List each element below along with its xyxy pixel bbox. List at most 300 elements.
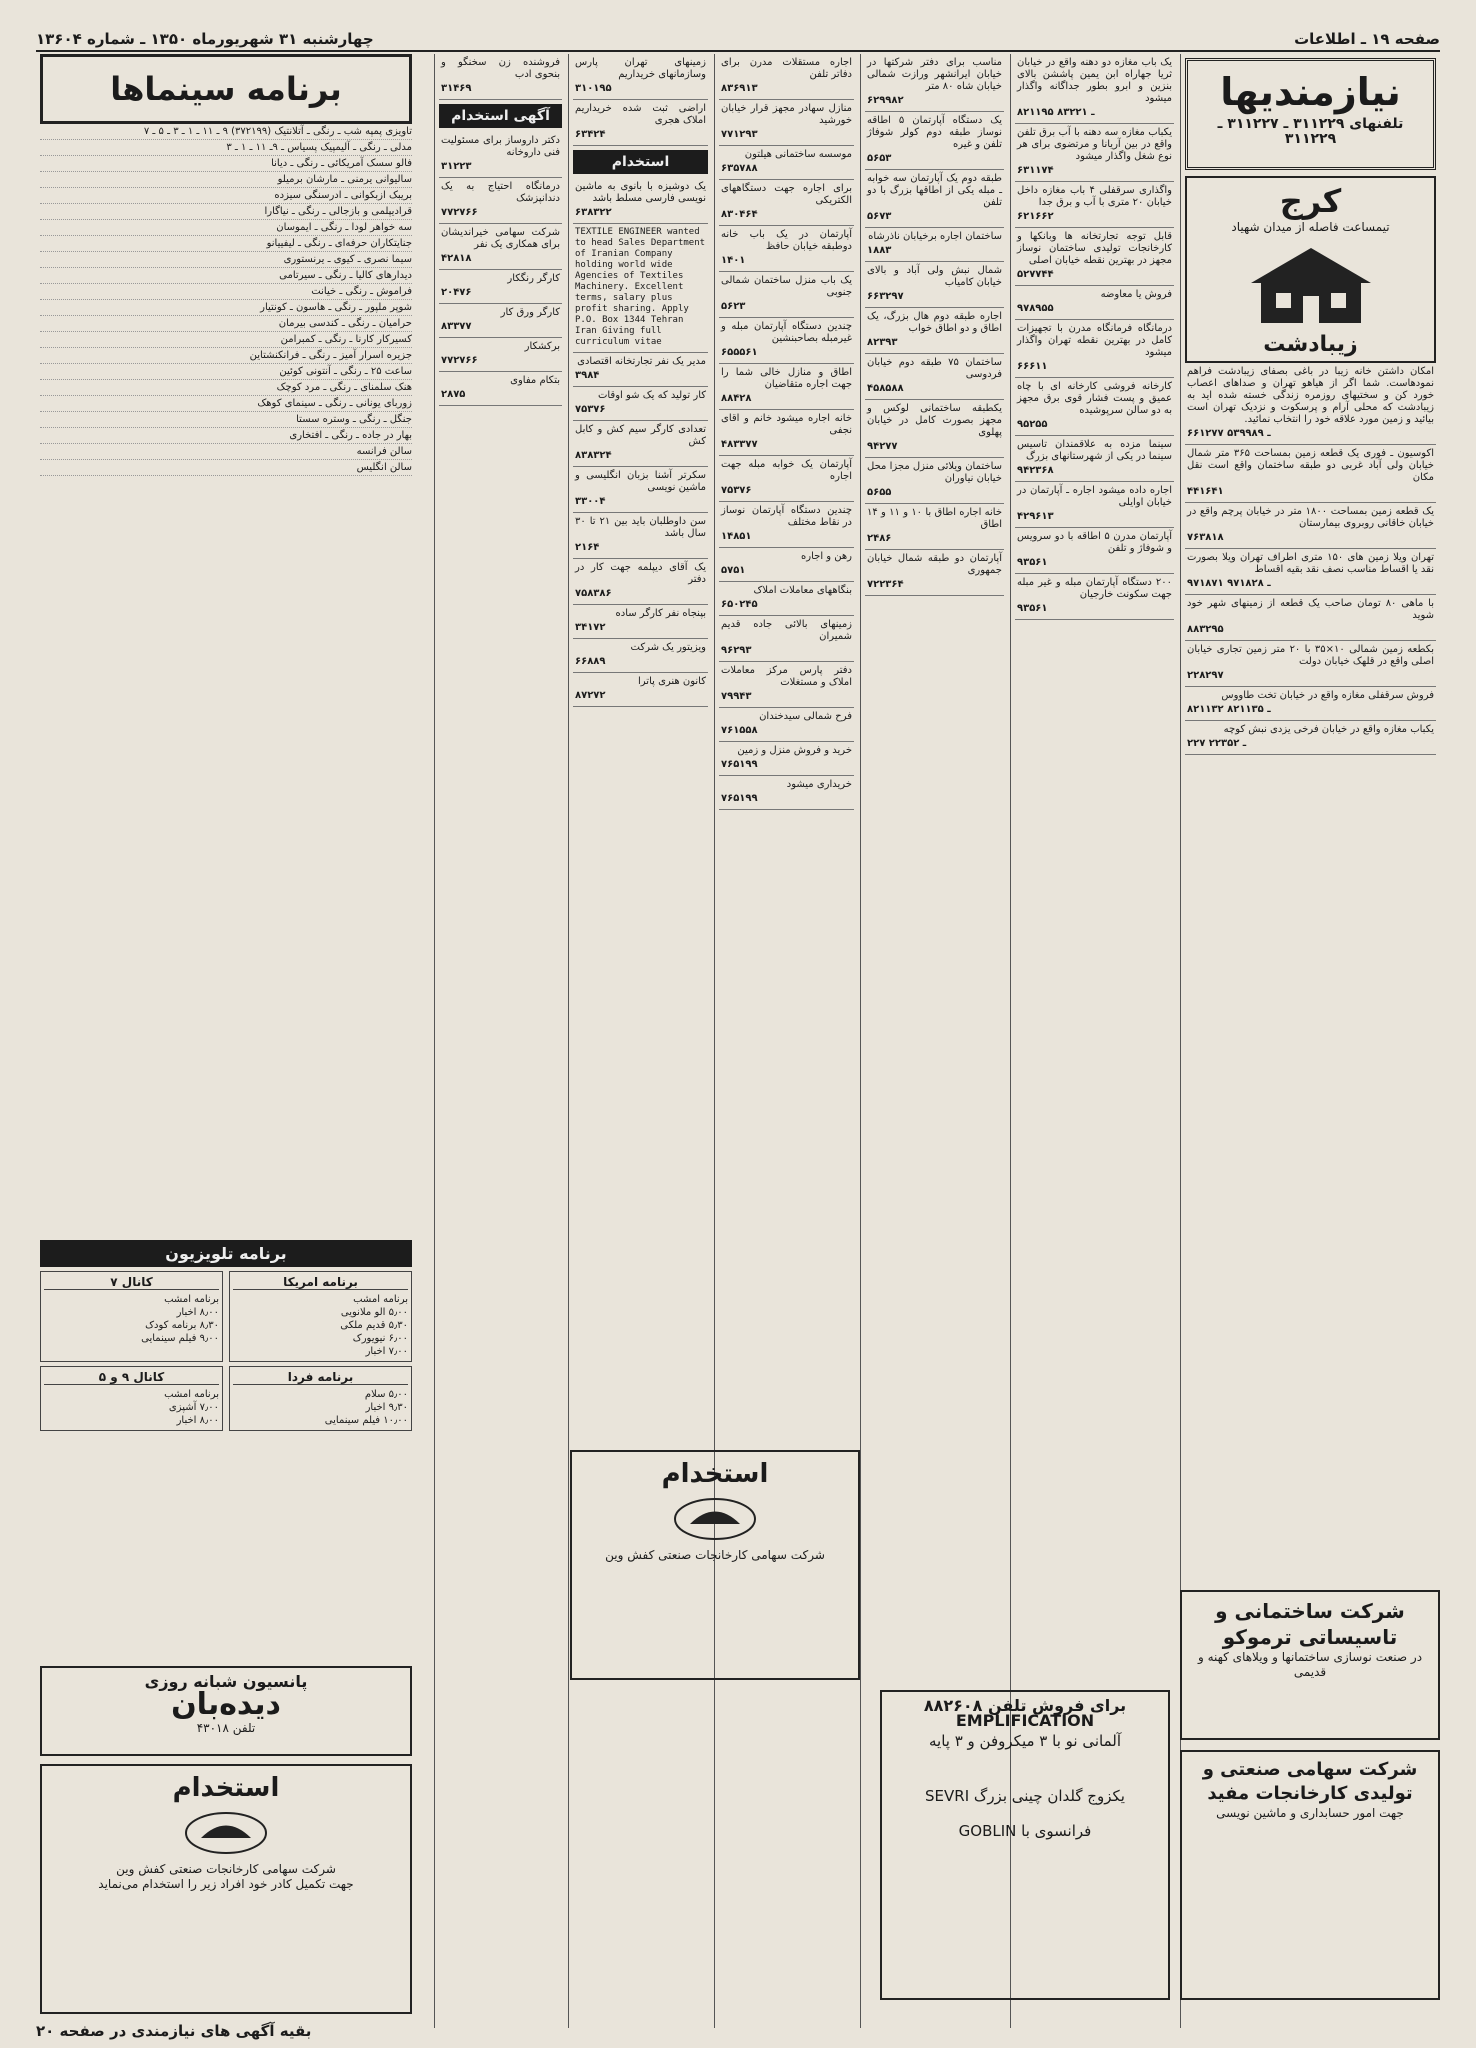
karaj-logo-text: زیبادشت: [1263, 332, 1358, 357]
ad-text: ساختمان اجاره برخیابان ناذرشاه: [868, 231, 1002, 242]
ad-phone: ۲۰۴۷۶: [441, 287, 472, 298]
ad-text: امکان داشتن خانه زیبا در باغی بصفای زیبادشت فراهم نمودهاست. شما اگر از هیاهو تهران و صداهای اعصاب خورد کن و سختیهای روزمره زندگی خسته شده اید به زیبادشت که محلی آرام و پرسکوت و نزدیک تهران است بیائید و زمین مورد علاقه خود را انتخاب نمائید.: [1187, 366, 1434, 425]
house-logo-icon: [1231, 238, 1391, 328]
ad-text: یک باب منزل ساختمان شمالی جنوبی: [721, 275, 852, 298]
ad-phone: ۸۳۳۷۷: [441, 321, 472, 332]
needs-title: نیازمندیها: [1220, 70, 1401, 114]
ad-phone: ۸۲۳۹۳: [867, 337, 898, 348]
cinema-row: زوربای یونانی ـ رنگی ـ سینمای کوهک: [40, 396, 412, 412]
ad-phone: ۸۸۴۲۸: [721, 393, 752, 404]
ad-text: یک دوشیزه با بانوی به ماشین نویسی فارسی مسلط باشد: [575, 181, 706, 204]
ad-phone: ۵۶۷۳: [867, 211, 892, 222]
ad-text: موسسه ساختمانی هیلتون: [744, 149, 852, 160]
ad-phone: ۸۳۶۹۱۳: [721, 83, 758, 94]
classified-ad: [439, 338, 562, 372]
ad-text: کارخانه فروشی کارخانه ای با چاه عمیق و پست فشار قوی برق مجهز به دو سالن سرپوشیده: [1017, 381, 1172, 416]
classified-ad: [573, 673, 708, 707]
tv-america-items: [233, 1293, 408, 1358]
col1-ads: [1185, 363, 1436, 755]
ad-text: شمال نبش ولی آباد و بالای خیابان کامیاب: [867, 265, 1002, 288]
ad-text: خریداری میشود: [786, 779, 852, 790]
ad-phone: ۴۵۸۵۸۸: [867, 383, 904, 394]
classified-ad: [1015, 182, 1174, 228]
classified-ad: [573, 224, 708, 353]
classified-ad: [573, 353, 708, 387]
classified-ad: [439, 224, 562, 270]
ad-phone: ۹۷۱۸۷۱ ـ ۹۷۱۸۲۸: [1187, 578, 1271, 589]
ad-phone: ۵۲۷۷۴۴: [1017, 269, 1054, 280]
col6-ads: [439, 54, 562, 406]
ad-text: یکطبقه ساختمانی لوکس و مجهز بصورت کامل در خیابان پهلوی: [867, 403, 1002, 438]
cinema-row: جنگل ـ رنگی ـ وستره سستا: [40, 412, 412, 428]
ad-phone: ۶۶۳۲۹۷: [867, 291, 904, 302]
ad-phone: ۸۳۰۴۶۴: [721, 209, 758, 220]
classified-ad: [573, 387, 708, 421]
ad-phone: ۶۶۶۱۱: [1017, 361, 1048, 372]
tv-america: [229, 1271, 412, 1362]
classified-ad: [573, 54, 708, 100]
ad-phone: ۶۶۱۲۷۷ ـ ۵۳۹۹۸۹: [1187, 428, 1271, 439]
col2-ads: [1015, 54, 1174, 620]
classified-ad: [865, 112, 1004, 170]
vin1-title: استخدام: [172, 1773, 280, 1803]
ad-text: رهن و اجاره: [801, 551, 852, 562]
classified-ad: [439, 372, 562, 406]
ad-text: ویزیتور یک شرکت: [630, 642, 706, 653]
ad-text: فروش سرقفلی مغازه واقع در خیابان تخت طاووس: [1221, 690, 1434, 701]
construction-ad: [1180, 1590, 1440, 1740]
ad-phone: ۹۴۲۷۷: [867, 441, 898, 452]
classified-ad: [719, 226, 854, 272]
column-5: [568, 54, 712, 2028]
vin2-line1: شرکت سهامی کارخانجات صنعتی کفش وین: [605, 1548, 825, 1562]
classified-ad: [1015, 482, 1174, 528]
ad-text: یک قطعه زمین بمساحت ۱۸۰۰ متر در خیابان پرچم واقع در خیابان خاقانی روبروی بیمارستان: [1187, 506, 1435, 529]
ad-phone: ۲۸۷۵: [441, 389, 466, 400]
cinema-row: بریبک ازبکوانی ـ ادرسنگی سیزده: [40, 188, 412, 204]
classified-ad: [1015, 528, 1174, 574]
classified-ad: [1185, 641, 1436, 687]
boarding-name: دیده‌بان: [171, 1687, 281, 1722]
mofid-title: شرکت سهامی صنعتی و تولیدی کارخانجات مفید: [1202, 1759, 1418, 1804]
ad-phone: ۵۶۵۵: [867, 487, 892, 498]
ad-phone: ۷۶۱۵۵۸: [721, 725, 758, 736]
ad-text: دکتر داروساز برای مسئولیت فنی داروخانه: [441, 135, 560, 158]
ad-phone: ۹۶۲۹۳: [721, 645, 752, 656]
tv-item: ۷٫۰۰ آشپزی: [168, 1402, 219, 1413]
cinema-row: مدلی ـ رنگی ـ آلیمپیک پسیاس ـ ۹ـ ۱۱ ـ ۱ ـ ۳: [40, 140, 412, 156]
ad-phone: ۶۶۸۸۹: [575, 656, 606, 667]
ad-phone: ۳۹۸۴: [575, 370, 600, 381]
ad-phone: ۶۳۵۷۸۸: [721, 163, 758, 174]
classified-ad: [1185, 721, 1436, 755]
sale-ad: [880, 1690, 1170, 2000]
page-header: [36, 28, 1440, 52]
classified-ad: [865, 262, 1004, 308]
ad-text: TEXTILE ENGINEER wanted to head Sales Department of Iranian Company holding world wide Agencies of Textiles Machinery. Excellent terms, salary plus profit sharing. Apply P.O. Box 1344 Tehran Iran Giving full curriculum vitae: [575, 227, 706, 347]
gutter: [414, 54, 432, 2028]
ad-text: چندین دستگاه آپارتمان نوساز در نقاط مختلف: [721, 505, 852, 528]
ad-text: مدیر یک نفر تجارتخانه اقتصادی: [577, 356, 706, 367]
tv-header: برنامه تلویزیون: [40, 1240, 412, 1267]
ad-phone: ۱۸۸۳: [867, 245, 892, 256]
ad-phone: ۸۷۲۷۲: [575, 690, 606, 701]
construction-title: شرکت ساختمانی و تاسیساتی ترموکو: [1215, 1599, 1405, 1649]
ad-phone: ۹۵۲۵۵: [1017, 419, 1048, 430]
cinema-row: شوپر ملپور ـ رنگی ـ هاسون ـ کونتیار: [40, 300, 412, 316]
classified-ad: [719, 662, 854, 708]
ad-phone: ۷۷۱۲۹۳: [721, 129, 758, 140]
shoe-logo-icon: [670, 1494, 760, 1544]
karaj-title: کرج: [1279, 182, 1342, 220]
classified-ad: [865, 400, 1004, 458]
ad-phone: ۶۲۱۶۶۲: [1017, 211, 1054, 222]
classified-ad: [1015, 574, 1174, 620]
classified-ad: [719, 502, 854, 548]
karaj-ad: [1185, 176, 1436, 363]
vin-ad-2: [570, 1450, 860, 1680]
issue-date: چهارشنبه ۳۱ شهریورماه ۱۳۵۰ ـ شماره ۱۳۶۰۴: [36, 30, 374, 48]
ad-phone: ۱۴۰۱: [721, 255, 746, 266]
classified-ad: [865, 308, 1004, 354]
ad-text: برای اجاره جهت دستگاههای الکتریکی: [721, 183, 852, 206]
tv-item: ۹٫۳۰ اخبار: [365, 1402, 408, 1413]
classified-ad: [573, 513, 708, 559]
cinema-row: قرادیپلمی و بازجالی ـ رنگی ـ نیاگارا: [40, 204, 412, 220]
classified-ad: [865, 458, 1004, 504]
ad-text: برکشکار: [524, 341, 560, 352]
ad-text: بپنجاه نفر کارگر ساده: [615, 608, 706, 619]
ad-phone: ۳۱۲۲۳: [441, 161, 472, 172]
classified-ad: [1015, 320, 1174, 378]
tv-schedule: [40, 1240, 412, 1660]
classified-ad: [865, 228, 1004, 262]
ad-text: یکباب مغازه سه دهنه با آب برق تلفن واقع در بین آریانا و مرتضوی برای هر نوع شغل واگذار میشود: [1017, 127, 1172, 162]
classified-ad: [719, 548, 854, 582]
ad-text: آپارتمان یک خوابه مبله جهت اجاره: [721, 459, 852, 482]
ad-text: خانه اجاره میشود خانم و اقای نجفی: [721, 413, 852, 436]
ad-text: تعدادی کارگر سیم کش و کابل کش: [575, 424, 706, 447]
ad-text: بکطعه زمین شمالی ۱۰×۳۵ با ۲۰ متر زمین تجاری خیابان اصلی واقع در قلهک خیابان دولت: [1187, 644, 1434, 667]
section-heading: آگهی استخدام: [439, 104, 562, 128]
column-4: [714, 54, 858, 2028]
ad-text: کانون هنری پاترا: [637, 676, 706, 687]
ad-phone: ۹۳۵۶۱: [1017, 557, 1048, 568]
classified-ad: [1015, 286, 1174, 320]
ad-text: ساختمان ۷۵ طبقه دوم خیابان فردوسی: [867, 357, 1002, 380]
classified-ad: [1185, 687, 1436, 721]
ad-text: اجاره داده میشود اجاره ـ آپارتمان در خیابان اوایلی: [1017, 485, 1172, 508]
cinema-row: سالن انگلیس: [40, 460, 412, 476]
ad-phone: ۳۴۱۷۲: [575, 622, 606, 633]
ad-phone: ۲۲۸۲۹۷: [1187, 670, 1224, 681]
classified-ad: [865, 54, 1004, 112]
classified-ad: [719, 318, 854, 364]
classified-ad: [1185, 549, 1436, 595]
ad-phone: ۸۲۱۱۳۲ ـ ۸۲۱۱۳۵: [1187, 704, 1271, 715]
ad-phone: ۷۷۲۷۶۶: [441, 355, 478, 366]
ad-phone: ۳۱۰۱۹۵: [575, 83, 612, 94]
tv-item: ۱۰٫۰۰ فیلم سینمایی: [324, 1415, 408, 1426]
ad-text: یک باب مغازه دو دهنه واقع در خیابان ثریا جهاراه ابن یمین پاششن بالای بنزین و ابرو بطور جداگانه واگذار میشود: [1017, 57, 1172, 104]
tv-item: ۵٫۰۰ الو ملانویی: [340, 1307, 408, 1318]
ad-phone: ۷۶۵۱۹۹: [721, 793, 758, 804]
cinema-row: جنایتکاران حرفه‌ای ـ رنگی ـ لیفییانو: [40, 236, 412, 252]
mofid-line: جهت امور حسابداری و ماشین نویسی: [1216, 1806, 1404, 1820]
ad-phone: ۹۴۲۳۶۸: [1017, 465, 1054, 476]
cinema-row: فراموش ـ رنگی ـ خیانت: [40, 284, 412, 300]
ad-phone: ۷۷۲۷۶۶: [441, 207, 478, 218]
classified-ad: [719, 272, 854, 318]
ad-phone: ۲۲۷ ـ ۲۲۳۵۲: [1187, 738, 1247, 749]
classified-ad: [1185, 595, 1436, 641]
ad-text: سکرتر آشنا بزبان انگلیسی و ماشین نویسی: [575, 470, 706, 493]
ad-phone: ۷۵۸۳۸۶: [575, 588, 612, 599]
classified-ad: [719, 582, 854, 616]
ad-phone: ۷۹۹۴۳: [721, 691, 752, 702]
classified-ad: [1015, 228, 1174, 286]
tv-ch9: [40, 1366, 223, 1431]
ad-phone: ۶۲۹۹۸۲: [867, 95, 904, 106]
ad-phone: ۲۴۸۶: [867, 533, 892, 544]
ad-text: با ماهی ۸۰ تومان صاحب یک قطعه از زمینهای شهر خود شوید: [1187, 598, 1435, 621]
section-heading: استخدام: [573, 150, 708, 174]
ad-phone: ۶۵۵۵۶۱: [721, 347, 758, 358]
cinema-row: کسیرکار کارنا‌ ـ رنگی ـ کمبرامن: [40, 332, 412, 348]
ad-phone: ۷۵۳۷۶: [575, 404, 606, 415]
ad-phone: ۶۳۴۲۴: [575, 129, 606, 140]
ad-phone: ۳۳۰۰۴: [575, 496, 606, 507]
col4-ads: [719, 54, 854, 810]
classified-ad: [719, 456, 854, 502]
ad-text: واگذاری سرقفلی ۴ باب مغازه داخل خیابان ۲۰ متری با آب و برق جدا: [1017, 185, 1173, 208]
ad-text: درمانگاه فرمانگاه مدرن با تجهیزات کامل در بهترین نقطه تهران واگذار میشود: [1017, 323, 1172, 358]
construction-sub: در صنعت نوسازی ساختمانها و ویلاهای کهنه و قدیمی: [1197, 1650, 1423, 1679]
sale-line3: فرانسوی با GOBLIN: [958, 1822, 1092, 1840]
cinema-program: [40, 54, 412, 1234]
ad-text: دفتر پارس مرکز معاملات املاک و مستغلات: [721, 665, 852, 688]
vin2-title: استخدام: [661, 1459, 769, 1489]
ad-text: شرکت سهامی خیراندیشان برای همکاری یک نفر: [441, 227, 560, 250]
tv-ch9-title: کانال ۹ و ۵: [44, 1370, 219, 1385]
classified-ad: [573, 559, 708, 605]
tv-tomorrow-items: [233, 1388, 408, 1427]
cinema-row: بهار در جاده ـ رنگی ـ افتخاری: [40, 428, 412, 444]
ad-phone: ۵۶۲۳: [721, 301, 746, 312]
classified-ad: [865, 550, 1004, 596]
sale-line2: یکزوج گلدان چینی بزرگ SEVRI: [925, 1787, 1125, 1805]
mofid-ad: [1180, 1750, 1440, 2000]
ad-phone: ۳۱۴۶۹: [441, 83, 472, 94]
ad-text: اطاق و منازل خالی شما را جهت اجاره متقاضیان: [721, 367, 852, 390]
boarding-ad: [40, 1666, 412, 1756]
classified-ad: [439, 132, 562, 178]
classified-ad: [439, 178, 562, 224]
tv-item: ۸٫۳۰ برنامه کودک: [145, 1320, 219, 1331]
cinema-row: سیما نصری ـ کیوی ـ یرنستوری: [40, 252, 412, 268]
needs-phones: تلفنهای ۳۱۱۲۲۹ ـ ۳۱۱۲۲۷ ـ ۳۱۱۲۲۹: [1217, 116, 1404, 147]
ad-text: قابل توجه تجارتخانه ها وبانکها و کارخانجات تولیدی ساختمان نوساز مجهز در بهترین نقطه خیابان اصلی: [1017, 231, 1172, 266]
ad-phone: ۸۸۳۲۹۵: [1187, 624, 1224, 635]
needs-banner: [1185, 58, 1436, 170]
cinema-row: هنک سلمنای ـ رنگی ـ مرد کوچک: [40, 380, 412, 396]
classified-ad: [573, 100, 708, 146]
classified-ad: [719, 54, 854, 100]
classified-ad: [573, 421, 708, 467]
col5-ads: [573, 54, 708, 707]
cinema-row: سه خواهر لودا ـ رنگی ـ ایموسان: [40, 220, 412, 236]
classified-ad: [719, 410, 854, 456]
ad-text: سن داوطلبان باید بین ۲۱ تا ۳۰ سال باشد: [575, 516, 706, 539]
ad-phone: ۷۲۲۳۶۴: [867, 579, 904, 590]
ad-phone: ۷۶۳۸۱۸: [1187, 532, 1224, 543]
ad-text: ۲۰۰ دستگاه آپارتمان مبله و غیر مبله جهت سکونت خارجیان: [1017, 577, 1172, 600]
classified-ad: [573, 639, 708, 673]
boarding-line: تلفن ۴۳۰۱۸: [196, 1721, 256, 1735]
ad-text: فروش یا معاوضه: [1100, 289, 1172, 300]
cinema-row: سالن فرانسه: [40, 444, 412, 460]
ad-phone: ۴۴۱۶۴۱: [1187, 486, 1224, 497]
classified-ad: [439, 270, 562, 304]
tv-item: ۸٫۰۰ اخبار: [176, 1415, 219, 1426]
vin1-line2: جهت تکمیل کادر خود افراد زیر را استخدام می‌نماید: [98, 1877, 354, 1891]
vin-ad-1: [40, 1764, 412, 2014]
ad-text: مناسب برای دفتر شرکتها در خیابان ایرانشهر ورازت شمالی خیابان شاه ۸۰ متر: [867, 57, 1002, 92]
tv-item: برنامه امشب: [164, 1294, 219, 1305]
ad-text: بنگاههای معاملات املاک: [753, 585, 852, 596]
ad-phone: ۸۲۱۱۹۵ ـ ۸۳۲۲۱: [1017, 107, 1095, 118]
ad-phone: ۲۱۶۴: [575, 542, 600, 553]
tv-ch7: [40, 1271, 223, 1362]
ad-text: کارگر رنگکار: [507, 273, 560, 284]
shoe-logo-icon: [181, 1808, 271, 1858]
ad-phone: ۶۵۰۲۴۵: [721, 599, 758, 610]
classified-ad: [719, 708, 854, 742]
classified-ad: [1015, 124, 1174, 182]
tv-ch7-title: کانال ۷: [44, 1275, 219, 1290]
tv-item: ۶٫۰۰ نیویورک: [352, 1333, 408, 1344]
tv-item: برنامه امشب: [353, 1294, 408, 1305]
ad-phone: ۷۶۵۱۹۹: [721, 759, 758, 770]
classified-ad: [719, 364, 854, 410]
classified-ad: [719, 616, 854, 662]
ad-text: فروشنده زن سخنگو و بنحوی ادب: [441, 57, 560, 80]
ad-phone: ۷۵۳۷۶: [721, 485, 752, 496]
tv-item: برنامه امشب: [164, 1389, 219, 1400]
ad-text: خانه اجاره اطاق با ۱۰ و ۱۱ و ۱۴ اطاق: [867, 507, 1003, 530]
tv-ch9-items: [44, 1388, 219, 1427]
ad-phone: ۵۷۵۱: [721, 565, 746, 576]
classified-ad: [573, 605, 708, 639]
cinema-row: حرامیان ـ رنگی ـ کندسی بیرمان: [40, 316, 412, 332]
classified-ad: [439, 54, 562, 100]
classified-ad: [719, 742, 854, 776]
ad-text: کارگر ورق کار: [500, 307, 560, 318]
classified-ad: [1185, 503, 1436, 549]
column-6: [434, 54, 566, 2028]
classified-ad: [719, 776, 854, 810]
classified-ad: [865, 354, 1004, 400]
ad-phone: ۶۳۸۳۲۲: [575, 207, 612, 218]
classified-ad: [865, 504, 1004, 550]
tv-america-title: برنامه امریکا: [233, 1275, 408, 1290]
ad-text: اراضی ثبت شده خریداریم املاک هجری: [575, 103, 706, 126]
tv-item: ۷٫۰۰ اخبار: [365, 1346, 408, 1357]
boarding-title: پانسیون شبانه روزی: [144, 1672, 308, 1691]
tv-sub-2: [40, 1366, 412, 1431]
cinema-rows: [40, 124, 412, 476]
classified-ad: [1185, 445, 1436, 503]
tv-tomorrow: [229, 1366, 412, 1431]
ad-text: چندین دستگاه آپارتمان مبله و غیرمبله بصاحبنشین: [721, 321, 852, 344]
ad-text: درمانگاه احتیاج به یک دندانپزشک: [441, 181, 560, 204]
ad-text: سینما مزده به علاقمندان تاسیس سینما در یکی از شهرستانهای بزرگ: [1017, 439, 1172, 462]
ad-text: یکباب مغازه واقع در خیابان فرخی یزدی نبش کوچه: [1223, 724, 1434, 735]
ad-text: طبقه دوم یک آپارتمان سه خوابه ـ مبله یکی از اطاقها بزرگ با دو تلفن: [867, 173, 1002, 208]
col3-ads: [865, 54, 1004, 596]
classified-ad: [865, 170, 1004, 228]
ad-phone: ۵۶۵۳: [867, 153, 892, 164]
classified-ad: [1015, 378, 1174, 436]
classified-ad: [719, 180, 854, 226]
classified-ad: [1015, 54, 1174, 124]
cinema-row: ساعت ۲۵ ـ رنگی ـ آنتونی کوئین: [40, 364, 412, 380]
classified-ad: [573, 178, 708, 224]
ad-phone: ۹۳۵۶۱: [1017, 603, 1048, 614]
ad-text: یک دستگاه آپارتمان ۵ اطاقه نوساز طبقه دوم کولر شوفاژ تلفن و غیره: [867, 115, 1002, 150]
ad-text: کار تولید که یک شو اوقات: [597, 390, 706, 401]
tv-item: ۹٫۰۰ فیلم سینمایی: [141, 1333, 219, 1344]
ad-text: زمینهای بالائی جاده قدیم شمیران: [721, 619, 852, 642]
sale-title: برای فروش تلفن ۸۸۲۶۰۸: [923, 1696, 1127, 1715]
page-label: صفحه ۱۹ ـ اطلاعات: [1294, 30, 1440, 48]
classified-ad: [1015, 436, 1174, 482]
cinema-row: جزیره اسرار آمیز ـ رنگی ـ فرانکنشتاین: [40, 348, 412, 364]
ad-text: آپارتمان مدرن ۵ اطاقه با دو سرویس و شوفاژ و تلفن: [1017, 531, 1173, 554]
ad-text: بتکام مفاوی: [510, 375, 560, 386]
cinema-title: برنامه سینماها: [40, 54, 412, 124]
ad-text: اکوسیون ـ فوری یک قطعه زمین بمساحت ۳۶۵ متر شمال خیابان ولی آباد غربی دو طبقه ساختمان واقع است نقل مکان: [1187, 448, 1434, 483]
cinema-row: فالو سسک آمریکائی ـ رنگی ـ دیانا: [40, 156, 412, 172]
karaj-sub: تیمساعت فاصله از میدان شهیاد: [1231, 220, 1390, 234]
ad-text: آپارتمان دو طبقه شمال خیابان جمهوری: [867, 553, 1002, 576]
tv-ch7-items: [44, 1293, 219, 1345]
ad-phone: ۴۸۳۳۷۷: [721, 439, 758, 450]
ad-phone: ۹۷۸۹۵۵: [1017, 303, 1054, 314]
classified-ad: [719, 146, 854, 180]
ad-phone: ۴۲۸۱۸: [441, 253, 472, 264]
ad-phone: ۸۳۸۳۲۴: [575, 450, 612, 461]
classified-ad: [1185, 363, 1436, 445]
cinema-row: تاویزی پمپه شب ـ رنگی ـ آتلانتیک (۳۷۲۱۹۹) ۹ ـ ۱۱ ـ ۱ ـ ۳ ـ ۵ ـ ۷: [40, 124, 412, 140]
ad-text: منازل سهادر مجهز قرار خیابان خورشید: [721, 103, 852, 126]
tv-sub-1: [40, 1271, 412, 1362]
tv-item: ۵٫۳۰ قدیم ملکی: [340, 1320, 408, 1331]
ad-text: فرح شمالی سیدخندان: [759, 711, 852, 722]
classified-ad: [573, 467, 708, 513]
sale-line1: آلمانی نو با ۳ میکروفن و ۳ پایه: [928, 1732, 1121, 1750]
ad-text: زمینهای تهران پارس وسازمانهای خریداریم: [575, 57, 706, 80]
ad-text: خرید و فروش منزل و زمین: [737, 745, 852, 756]
cinema-row: سالیوانی یرمنی ـ مارشان برمیلو: [40, 172, 412, 188]
page-footer: بقیه آگهی های نیازمندی در صفحه ۲۰: [36, 2022, 312, 2040]
tv-tomorrow-title: برنامه فردا: [233, 1370, 408, 1385]
ad-phone: ۱۴۸۵۱: [721, 531, 752, 542]
sale-brand: EMPLIFICATION: [955, 1711, 1095, 1730]
ad-text: یک آقای دیپلمه جهت کار در دفتر: [575, 562, 706, 585]
ad-text: اجاره مستقلات مدرن برای دفاتر تلفن: [721, 57, 852, 80]
vin1-line1: شرکت سهامی کارخانجات صنعتی کفش وین: [116, 1862, 336, 1876]
